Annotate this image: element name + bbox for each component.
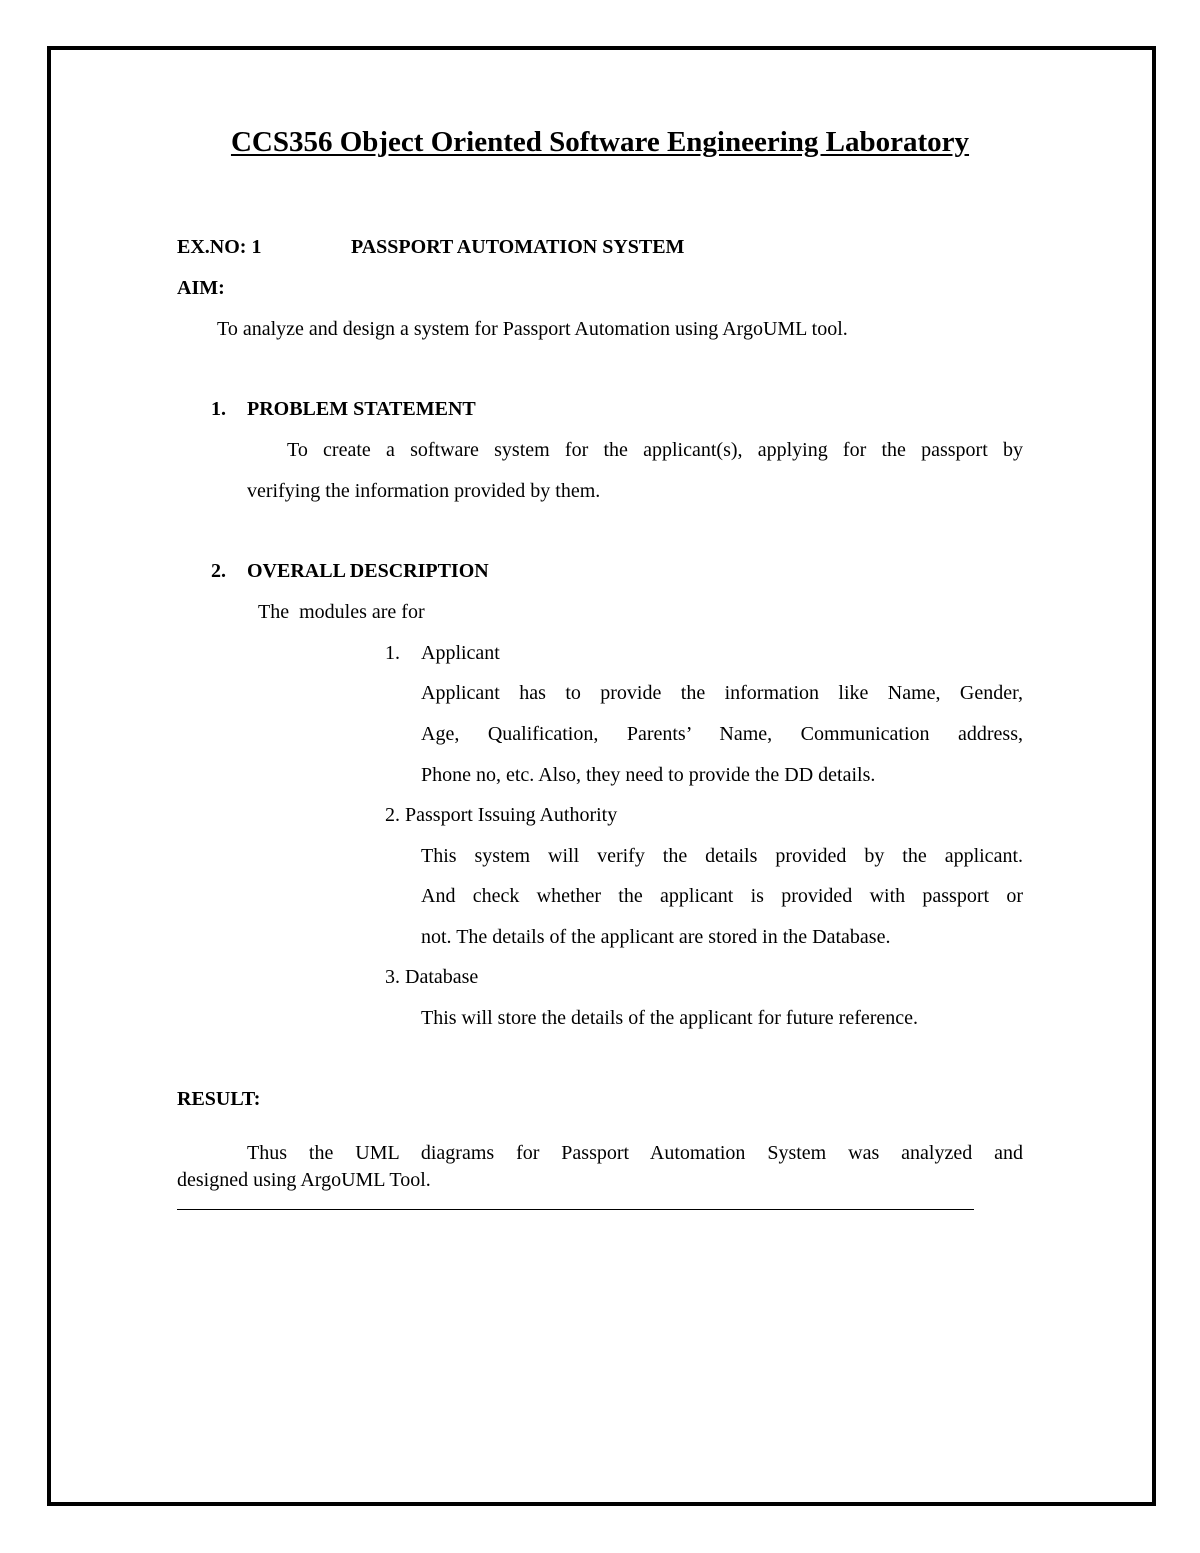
module-1-line-1: Applicant has to provide the information like Name, Gender, xyxy=(421,682,1023,704)
module-3-line-1: This will store the details of the applicant for future reference. xyxy=(421,1007,919,1029)
problem-statement-line-2: verifying the information provided by them. xyxy=(247,480,601,502)
section-2-heading: OVERALL DESCRIPTION xyxy=(247,560,489,582)
page-title: CCS356 Object Oriented Software Engineering Laboratory xyxy=(230,126,970,158)
exercise-title: PASSPORT AUTOMATION SYSTEM xyxy=(351,236,685,258)
result-line-2: designed using ArgoUML Tool. xyxy=(177,1169,431,1191)
module-1-name: Applicant xyxy=(421,642,500,664)
module-1-line-2: Age, Qualification, Parents’ Name, Communication address, xyxy=(421,723,1023,745)
modules-intro: The modules are for xyxy=(258,601,425,623)
result-heading: RESULT: xyxy=(177,1088,261,1110)
end-divider xyxy=(177,1209,974,1210)
module-1-number: 1. xyxy=(385,642,400,664)
module-2-line-1: This system will verify the details provided by the applicant. xyxy=(421,845,1023,867)
module-3-label: 3. Database xyxy=(385,966,479,988)
problem-statement-line-1: To create a software system for the applicant(s), applying for the passport by xyxy=(287,439,1023,461)
section-1-number: 1. xyxy=(211,398,226,420)
section-2-number: 2. xyxy=(211,560,226,582)
module-2-line-2: And check whether the applicant is provided with passport or xyxy=(421,885,1023,907)
result-line-1: Thus the UML diagrams for Passport Automation System was analyzed and xyxy=(247,1142,1023,1164)
exercise-number: EX.NO: 1 xyxy=(177,236,262,258)
aim-text: To analyze and design a system for Passport Automation using ArgoUML tool. xyxy=(217,318,848,340)
module-2-label: 2. Passport Issuing Authority xyxy=(385,804,618,826)
aim-heading: AIM: xyxy=(177,277,225,299)
module-2-line-3: not. The details of the applicant are stored in the Database. xyxy=(421,926,891,948)
module-1-line-3: Phone no, etc. Also, they need to provide the DD details. xyxy=(421,764,876,786)
section-1-heading: PROBLEM STATEMENT xyxy=(247,398,476,420)
